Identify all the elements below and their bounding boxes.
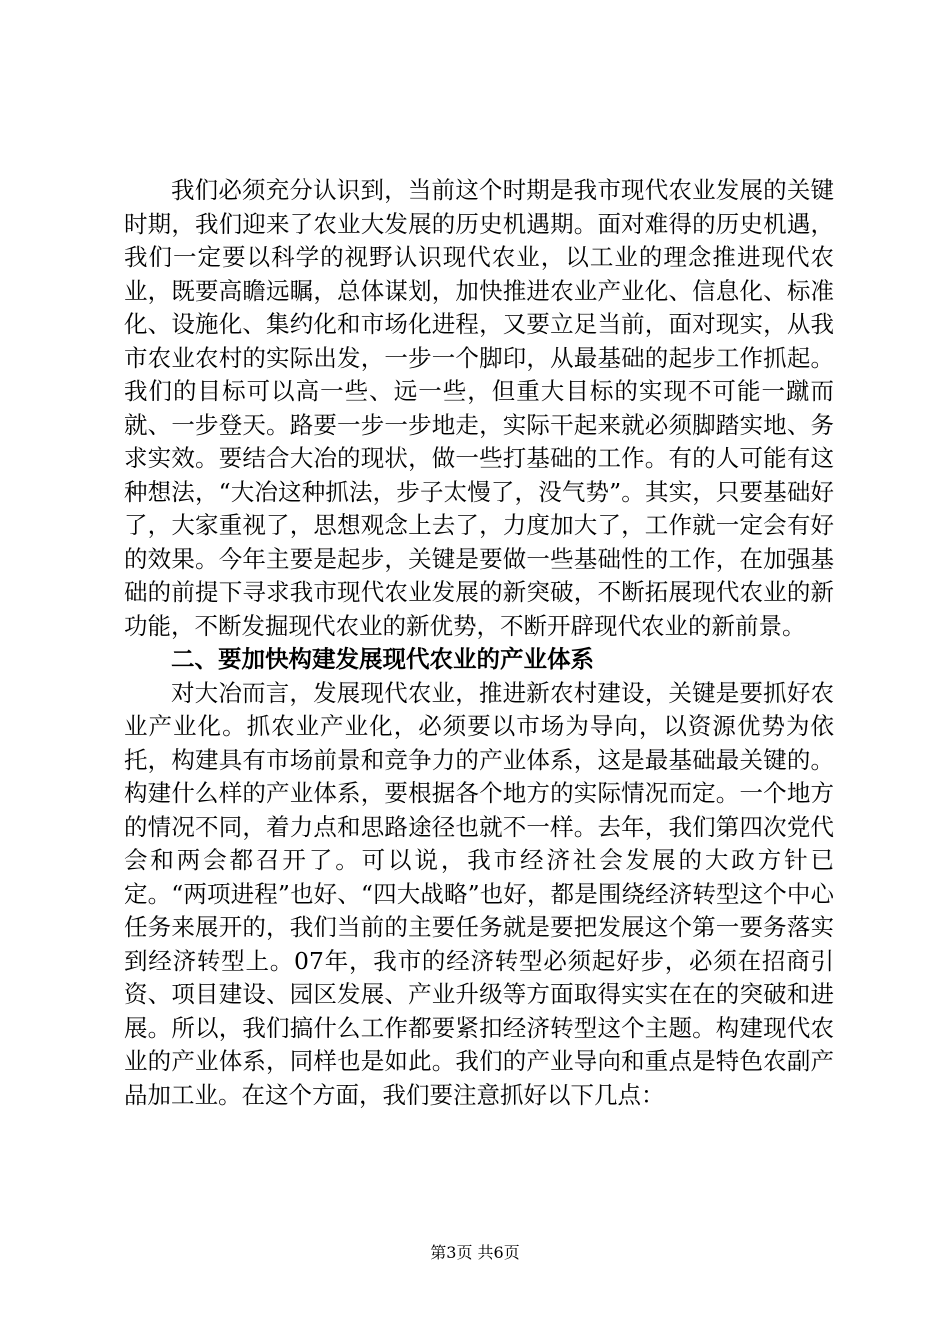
document-body — [124, 174, 834, 1112]
body-paragraph: 我们必须充分认识到，当前这个时期是我市现代农业发展的关键时期，我们迎来了农业大发展的历史机遇期。面对难得的历史机遇，我们一定要以科学的视野认识现代农业，以工业的理念推进现代农业，既要高瞻远瞩，总体谋划，加快推进农业产业化、信息化、标准化、设施化、集约化和市场化进程，又要立足当前，面对现实，从我市农业农村的实际出发，一步一个脚印，从最基础的起步工作抓起。我们的目标可以高一些、远一些，但重大目标的实现不可能一蹴而就、一步登天。路要一步一步地走，实际干起来就必须脚踏实地、务求实效。要结合大冶的现状，做一些打基础的工作。有的人可能有这种想法，“大冶这种抓法，步子太慢了，没气势”。其实，只要基础好了，大家重视了，思想观念上去了，力度加大了，工作就一定会有好的效果。今年主要是起步，关键是要做一些基础性的工作，在加强基础的前提下寻求我市现代农业发展的新突破，不断拓展现代农业的新功能，不断发掘现代农业的新优势，不断开辟现代农业的新前景。 — [124, 176, 834, 640]
page-footer: 第3页 共6页 — [430, 1243, 520, 1262]
section-heading: 二、要加快构建发展现代农业的产业体系 — [171, 645, 594, 673]
body-paragraph: 对大冶而言，发展现代农业，推进新农村建设，关键是要抓好农业产业化。抓农业产业化，必须要以市场为导向，以资源优势为依托，构建具有市场前景和竞争力的产业体系，这是最基础最关键的。构建什么样的产业体系，要根据各个地方的实际情况而定。一个地方的情况不同，着力点和思路途径也就不一样。去年，我们第四次党代会和两会都召开了。可以说，我市经济社会发展的大政方针已定。“两项进程”也好、“四大战略”也好，都是围绕经济转型这个中心任务来展开的，我们当前的主要任务就是要把发展这个第一要务落实到经济转型上。07年，我市的经济转型必须起好步，必须在招商引资、项目建设、园区发展、产业升级等方面取得实实在在的突破和进展。所以，我们搞什么工作都要紧扣经济转型这个主题。构建现代农业的产业体系，同样也是如此。我们的产业导向和重点是特色农副产品加工业。在这个方面，我们要注意抓好以下几点： — [124, 678, 834, 1109]
